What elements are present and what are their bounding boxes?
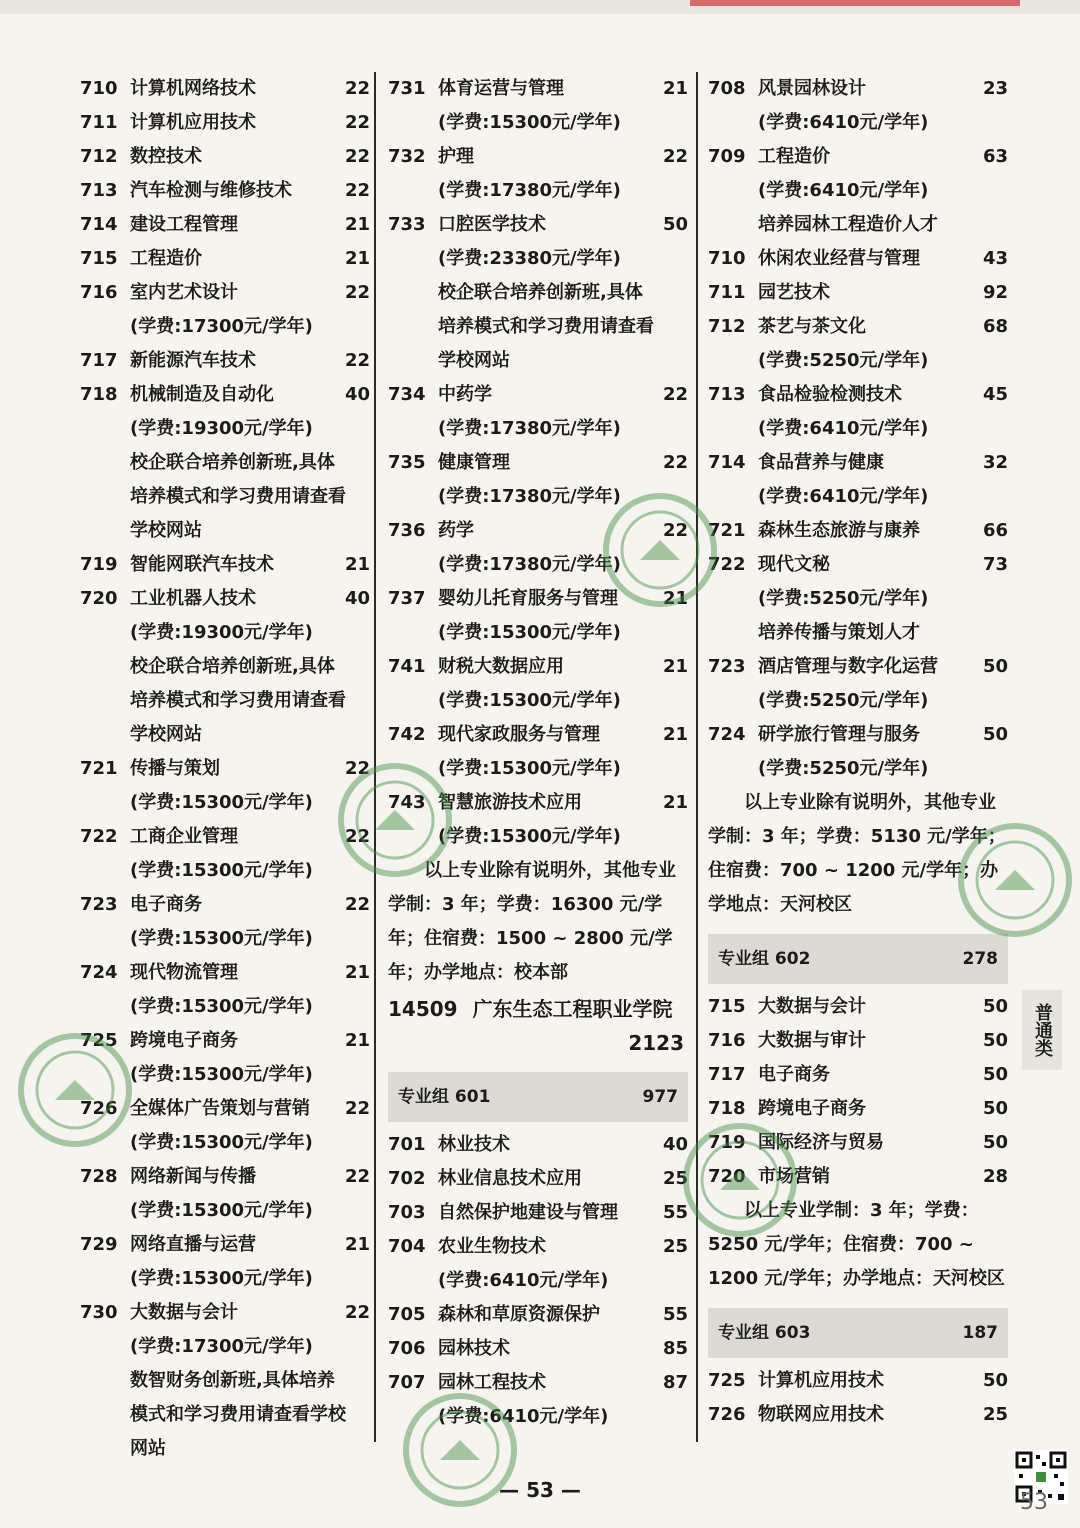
major-name: 跨境电子商务	[130, 1030, 238, 1051]
major-code: 715	[708, 996, 746, 1017]
major-detail: 数智财务创新班,具体培养	[130, 1370, 335, 1391]
major-code: 734	[388, 384, 426, 405]
major-name: 汽车检测与维修技术	[130, 180, 292, 201]
major-code: 713	[708, 384, 746, 405]
major-name: 电子商务	[758, 1064, 830, 1085]
major-detail: (学费:17380元/学年)	[438, 554, 621, 575]
enrollment-count: 22	[344, 78, 370, 99]
major-row	[80, 378, 370, 412]
major-code: 725	[80, 1030, 118, 1051]
watermark-seal	[15, 1030, 135, 1150]
enrollment-count: 50	[982, 1370, 1008, 1391]
major-code: 703	[388, 1202, 426, 1223]
enrollment-count: 22	[344, 350, 370, 371]
major-code: 724	[80, 962, 118, 983]
major-name: 国际经济与贸易	[758, 1132, 884, 1153]
major-name: 口腔医学技术	[438, 214, 546, 235]
major-row	[80, 72, 370, 106]
enrollment-count: 50	[982, 996, 1008, 1017]
major-name: 智能网联汽车技术	[130, 554, 274, 575]
major-row	[80, 1296, 370, 1330]
major-row	[708, 718, 1008, 752]
group-total: 187	[962, 1323, 998, 1343]
enrollment-count: 22	[344, 146, 370, 167]
enrollment-count: 22	[662, 146, 688, 167]
major-detail: (学费:15300元/学年)	[438, 112, 621, 133]
major-detail: (学费:6410元/学年)	[438, 1270, 609, 1291]
major-name: 计算机应用技术	[130, 112, 256, 133]
major-row	[708, 378, 1008, 412]
top-edge	[0, 0, 1080, 14]
page-number: — 53 —	[499, 1478, 581, 1502]
school-total: 2123	[628, 1031, 684, 1055]
enrollment-count: 21	[662, 724, 688, 745]
major-name: 森林生态旅游与康养	[758, 520, 920, 541]
enrollment-count: 21	[662, 78, 688, 99]
major-row	[388, 1128, 688, 1162]
major-detail: (学费:17380元/学年)	[438, 486, 621, 507]
major-detail: (学费:17300元/学年)	[130, 316, 313, 337]
major-row	[708, 1398, 1008, 1432]
major-name: 建设工程管理	[130, 214, 238, 235]
major-code: 722	[80, 826, 118, 847]
major-code: 714	[80, 214, 118, 235]
major-code: 742	[388, 724, 426, 745]
column-1	[80, 72, 370, 1466]
major-row	[80, 106, 370, 140]
major-code: 710	[708, 248, 746, 269]
major-detail: (学费:15300元/学年)	[130, 1064, 313, 1085]
major-row	[708, 446, 1008, 480]
enrollment-count: 73	[982, 554, 1008, 575]
major-row	[388, 718, 688, 752]
major-code: 705	[388, 1304, 426, 1325]
major-name: 计算机网络技术	[130, 78, 256, 99]
major-code: 723	[708, 656, 746, 677]
major-code: 741	[388, 656, 426, 677]
major-name: 工业机器人技术	[130, 588, 256, 609]
major-row	[708, 990, 1008, 1024]
major-code: 729	[80, 1234, 118, 1255]
major-row	[708, 1058, 1008, 1092]
watermark-seal	[680, 1120, 800, 1240]
major-detail: 网站	[130, 1438, 166, 1459]
major-row	[388, 72, 688, 106]
major-row	[708, 548, 1008, 582]
major-row	[80, 820, 370, 854]
watermark-seal	[955, 820, 1075, 940]
major-code: 720	[80, 588, 118, 609]
enrollment-count: 25	[662, 1236, 688, 1257]
major-code: 731	[388, 78, 426, 99]
major-code: 707	[388, 1372, 426, 1393]
major-name: 室内艺术设计	[130, 282, 238, 303]
major-detail: (学费:17380元/学年)	[438, 180, 621, 201]
enrollment-count: 50	[982, 1098, 1008, 1119]
major-code: 726	[708, 1404, 746, 1425]
major-name: 全媒体广告策划与营销	[130, 1098, 310, 1119]
major-row	[80, 1228, 370, 1262]
major-detail: 培养传播与策划人才	[758, 622, 920, 643]
major-code: 717	[708, 1064, 746, 1085]
major-code: 716	[708, 1030, 746, 1051]
major-detail: 模式和学习费用请查看学校	[130, 1404, 346, 1425]
enrollment-count: 22	[344, 1166, 370, 1187]
enrollment-count: 21	[344, 554, 370, 575]
enrollment-count: 50	[982, 724, 1008, 745]
major-row	[388, 140, 688, 174]
major-row	[80, 276, 370, 310]
major-row	[708, 242, 1008, 276]
major-name: 网络直播与运营	[130, 1234, 256, 1255]
enrollment-count: 22	[344, 282, 370, 303]
major-detail: (学费:6410元/学年)	[758, 180, 929, 201]
major-name: 网络新闻与传播	[130, 1166, 256, 1187]
major-row	[388, 650, 688, 684]
enrollment-count: 25	[982, 1404, 1008, 1425]
major-name: 休闲农业经营与管理	[758, 248, 920, 269]
major-name: 药学	[438, 520, 474, 541]
enrollment-count: 50	[982, 1132, 1008, 1153]
enrollment-count: 21	[344, 1234, 370, 1255]
major-name: 农业生物技术	[438, 1236, 546, 1257]
major-name: 园艺技术	[758, 282, 830, 303]
major-row	[80, 174, 370, 208]
major-name: 大数据与审计	[758, 1030, 866, 1051]
major-name: 工商企业管理	[130, 826, 238, 847]
major-detail: (学费:15300元/学年)	[130, 1200, 313, 1221]
major-name: 机械制造及自动化	[130, 384, 274, 405]
enrollment-count: 21	[344, 1030, 370, 1051]
major-detail: 学校网站	[130, 724, 202, 745]
major-code: 728	[80, 1166, 118, 1187]
major-detail: (学费:6410元/学年)	[758, 112, 929, 133]
major-detail: (学费:5250元/学年)	[758, 758, 929, 779]
major-list	[708, 72, 1008, 786]
major-name: 体育运营与管理	[438, 78, 564, 99]
major-detail: (学费:15300元/学年)	[130, 1132, 313, 1153]
major-row	[708, 1364, 1008, 1398]
enrollment-count: 22	[344, 894, 370, 915]
major-code: 718	[708, 1098, 746, 1119]
major-row	[708, 1024, 1008, 1058]
major-code: 709	[708, 146, 746, 167]
enrollment-count: 43	[982, 248, 1008, 269]
enrollment-count: 92	[982, 282, 1008, 303]
major-name: 现代家政服务与管理	[438, 724, 600, 745]
major-name: 园林技术	[438, 1338, 510, 1359]
major-code: 736	[388, 520, 426, 541]
major-detail: (学费:15300元/学年)	[130, 792, 313, 813]
school-name: 广东生态工程职业学院	[472, 997, 673, 1021]
major-name: 中药学	[438, 384, 492, 405]
major-detail: (学费:15300元/学年)	[130, 1268, 313, 1289]
major-name: 护理	[438, 146, 474, 167]
major-row	[388, 446, 688, 480]
major-code: 714	[708, 452, 746, 473]
major-name: 工程造价	[758, 146, 830, 167]
major-code: 721	[708, 520, 746, 541]
major-code: 723	[80, 894, 118, 915]
major-row	[80, 242, 370, 276]
major-code: 719	[80, 554, 118, 575]
major-name: 森林和草原资源保护	[438, 1304, 600, 1325]
major-row	[388, 208, 688, 242]
enrollment-count: 87	[662, 1372, 688, 1393]
major-list	[388, 1128, 688, 1434]
enrollment-count: 40	[662, 1134, 688, 1155]
major-detail: 学校网站	[130, 520, 202, 541]
major-name: 工程造价	[130, 248, 202, 269]
major-name: 自然保护地建设与管理	[438, 1202, 618, 1223]
enrollment-count: 66	[982, 520, 1008, 541]
major-detail: (学费:15300元/学年)	[438, 622, 621, 643]
major-code: 708	[708, 78, 746, 99]
major-name: 跨境电子商务	[758, 1098, 866, 1119]
major-name: 研学旅行管理与服务	[758, 724, 920, 745]
major-name: 现代物流管理	[130, 962, 238, 983]
enrollment-count: 22	[344, 1302, 370, 1323]
major-name: 计算机应用技术	[758, 1370, 884, 1391]
major-name: 食品检验检测技术	[758, 384, 902, 405]
enrollment-count: 21	[662, 656, 688, 677]
major-name: 风景园林设计	[758, 78, 866, 99]
major-row	[388, 1196, 688, 1230]
major-row	[388, 1162, 688, 1196]
major-name: 物联网应用技术	[758, 1404, 884, 1425]
enrollment-count: 50	[982, 656, 1008, 677]
major-row	[708, 514, 1008, 548]
enrollment-count: 22	[344, 180, 370, 201]
major-code: 720	[708, 1166, 746, 1187]
program-note: 以上专业除有说明外，其他专业学制：3 年；学费：16300 元/学年；住宿费：1500 ~ 2800 元/学年；办学地点：校本部	[388, 860, 676, 983]
major-row	[708, 140, 1008, 174]
major-detail: (学费:19300元/学年)	[130, 622, 313, 643]
major-code: 721	[80, 758, 118, 779]
major-name: 数控技术	[130, 146, 202, 167]
enrollment-count: 32	[982, 452, 1008, 473]
enrollment-count: 21	[344, 962, 370, 983]
major-code: 711	[708, 282, 746, 303]
major-name: 园林工程技术	[438, 1372, 546, 1393]
enrollment-count: 22	[344, 1098, 370, 1119]
major-name: 健康管理	[438, 452, 510, 473]
major-detail: 培养模式和学习费用请查看	[130, 486, 346, 507]
major-name: 智慧旅游技术应用	[438, 792, 582, 813]
major-detail: (学费:6410元/学年)	[438, 1406, 609, 1427]
major-row	[80, 140, 370, 174]
enrollment-count: 22	[344, 826, 370, 847]
group-total: 278	[962, 949, 998, 969]
top-accent-bar	[690, 0, 1020, 6]
major-name: 财税大数据应用	[438, 656, 564, 677]
major-code: 704	[388, 1236, 426, 1257]
major-code: 711	[80, 112, 118, 133]
group-header	[708, 1308, 1008, 1358]
watermark-seal	[335, 760, 455, 880]
major-detail: (学费:15300元/学年)	[438, 758, 621, 779]
enrollment-count: 55	[662, 1304, 688, 1325]
major-detail: (学费:15300元/学年)	[130, 928, 313, 949]
major-row	[80, 1160, 370, 1194]
major-name: 市场营销	[758, 1166, 830, 1187]
major-name: 食品营养与健康	[758, 452, 884, 473]
group-label: 专业组 601	[398, 1087, 491, 1107]
major-detail: 培养园林工程造价人才	[758, 214, 938, 235]
major-detail: (学费:5250元/学年)	[758, 350, 929, 371]
enrollment-count: 21	[662, 588, 688, 609]
watermark-seal	[600, 490, 720, 610]
enrollment-count: 50	[982, 1064, 1008, 1085]
enrollment-count: 50	[662, 214, 688, 235]
major-detail: (学费:23380元/学年)	[438, 248, 621, 269]
major-name: 传播与策划	[130, 758, 220, 779]
major-code: 726	[80, 1098, 118, 1119]
major-row	[708, 72, 1008, 106]
major-name: 大数据与会计	[758, 996, 866, 1017]
major-detail: (学费:17300元/学年)	[130, 1336, 313, 1357]
major-row	[388, 1298, 688, 1332]
major-name: 酒店管理与数字化运营	[758, 656, 938, 677]
group-total: 977	[642, 1087, 678, 1107]
enrollment-count: 40	[344, 384, 370, 405]
page-corner-number: 53	[1020, 1490, 1048, 1515]
major-row	[708, 276, 1008, 310]
major-code: 706	[388, 1338, 426, 1359]
major-code: 712	[80, 146, 118, 167]
column-2	[388, 72, 688, 1434]
major-code: 724	[708, 724, 746, 745]
major-code: 732	[388, 146, 426, 167]
category-side-tab: 普通类	[1022, 990, 1062, 1070]
major-code: 702	[388, 1168, 426, 1189]
group-label: 专业组 603	[718, 1323, 811, 1343]
major-code: 701	[388, 1134, 426, 1155]
major-code: 719	[708, 1132, 746, 1153]
major-list	[708, 1364, 1008, 1432]
major-row	[708, 650, 1008, 684]
major-name: 林业技术	[438, 1134, 510, 1155]
major-row	[80, 344, 370, 378]
major-code: 712	[708, 316, 746, 337]
enrollment-count: 23	[982, 78, 1008, 99]
major-row	[80, 548, 370, 582]
major-code: 725	[708, 1370, 746, 1391]
major-name: 婴幼儿托育服务与管理	[438, 588, 618, 609]
enrollment-count: 22	[662, 452, 688, 473]
major-name: 林业信息技术应用	[438, 1168, 582, 1189]
major-code: 717	[80, 350, 118, 371]
major-code: 737	[388, 588, 426, 609]
major-row	[388, 1230, 688, 1264]
major-detail: 学校网站	[438, 350, 510, 371]
major-code: 733	[388, 214, 426, 235]
major-detail: (学费:17380元/学年)	[438, 418, 621, 439]
enrollment-count: 22	[344, 758, 370, 779]
major-row	[80, 752, 370, 786]
major-detail: 校企联合培养创新班,具体	[130, 656, 335, 677]
major-row	[80, 208, 370, 242]
enrollment-count: 21	[344, 214, 370, 235]
enrollment-count: 55	[662, 1202, 688, 1223]
enrollment-count: 85	[662, 1338, 688, 1359]
enrollment-count: 22	[662, 520, 688, 541]
major-code: 730	[80, 1302, 118, 1323]
major-detail: 校企联合培养创新班,具体	[130, 452, 335, 473]
school-code: 14509	[388, 997, 458, 1021]
major-detail: 培养模式和学习费用请查看	[438, 316, 654, 337]
major-row	[708, 310, 1008, 344]
program-note: 以上专业学制：3 年；学费：5250 元/学年；住宿费：700 ~ 1200 元/学年；办学地点：天河校区	[708, 1200, 1005, 1289]
major-row	[388, 1332, 688, 1366]
major-detail: (学费:15300元/学年)	[438, 826, 621, 847]
major-name: 大数据与会计	[130, 1302, 238, 1323]
major-detail: (学费:19300元/学年)	[130, 418, 313, 439]
major-code: 710	[80, 78, 118, 99]
major-detail: 培养模式和学习费用请查看	[130, 690, 346, 711]
major-code: 722	[708, 554, 746, 575]
group-header	[388, 1072, 688, 1122]
enrollment-count: 21	[662, 792, 688, 813]
major-code: 715	[80, 248, 118, 269]
group-header	[708, 934, 1008, 984]
group-label: 专业组 602	[718, 949, 811, 969]
major-row	[80, 582, 370, 616]
major-detail: (学费:5250元/学年)	[758, 690, 929, 711]
column-divider	[374, 72, 376, 1442]
major-detail: (学费:6410元/学年)	[758, 418, 929, 439]
major-code: 716	[80, 282, 118, 303]
major-name: 电子商务	[130, 894, 202, 915]
enrollment-count: 22	[662, 384, 688, 405]
major-name: 现代文秘	[758, 554, 830, 575]
major-detail: (学费:15300元/学年)	[130, 860, 313, 881]
enrollment-count: 63	[982, 146, 1008, 167]
major-name: 茶艺与茶文化	[758, 316, 866, 337]
enrollment-count: 21	[344, 248, 370, 269]
major-list	[388, 72, 688, 854]
enrollment-count: 50	[982, 1030, 1008, 1051]
major-detail: (学费:15300元/学年)	[438, 690, 621, 711]
major-name: 新能源汽车技术	[130, 350, 256, 371]
major-code: 718	[80, 384, 118, 405]
enrollment-count: 45	[982, 384, 1008, 405]
major-detail: 校企联合培养创新班,具体	[438, 282, 643, 303]
major-row	[80, 888, 370, 922]
enrollment-count: 25	[662, 1168, 688, 1189]
enrollment-count: 22	[344, 112, 370, 133]
major-row	[388, 378, 688, 412]
major-list	[80, 72, 370, 1466]
major-code: 735	[388, 452, 426, 473]
major-detail: (学费:5250元/学年)	[758, 588, 929, 609]
enrollment-count: 28	[982, 1166, 1008, 1187]
school-title	[388, 992, 688, 1026]
enrollment-count: 68	[982, 316, 1008, 337]
major-detail: (学费:6410元/学年)	[758, 486, 929, 507]
major-code: 743	[388, 792, 426, 813]
major-detail: (学费:15300元/学年)	[130, 996, 313, 1017]
program-note: 以上专业除有说明外，其他专业学制：3 年；学费：5130 元/学年；住宿费：700 ~ 1200 元/学年；办学地点：天河校区	[708, 792, 1006, 915]
major-row	[80, 956, 370, 990]
enrollment-count: 40	[344, 588, 370, 609]
major-code: 713	[80, 180, 118, 201]
